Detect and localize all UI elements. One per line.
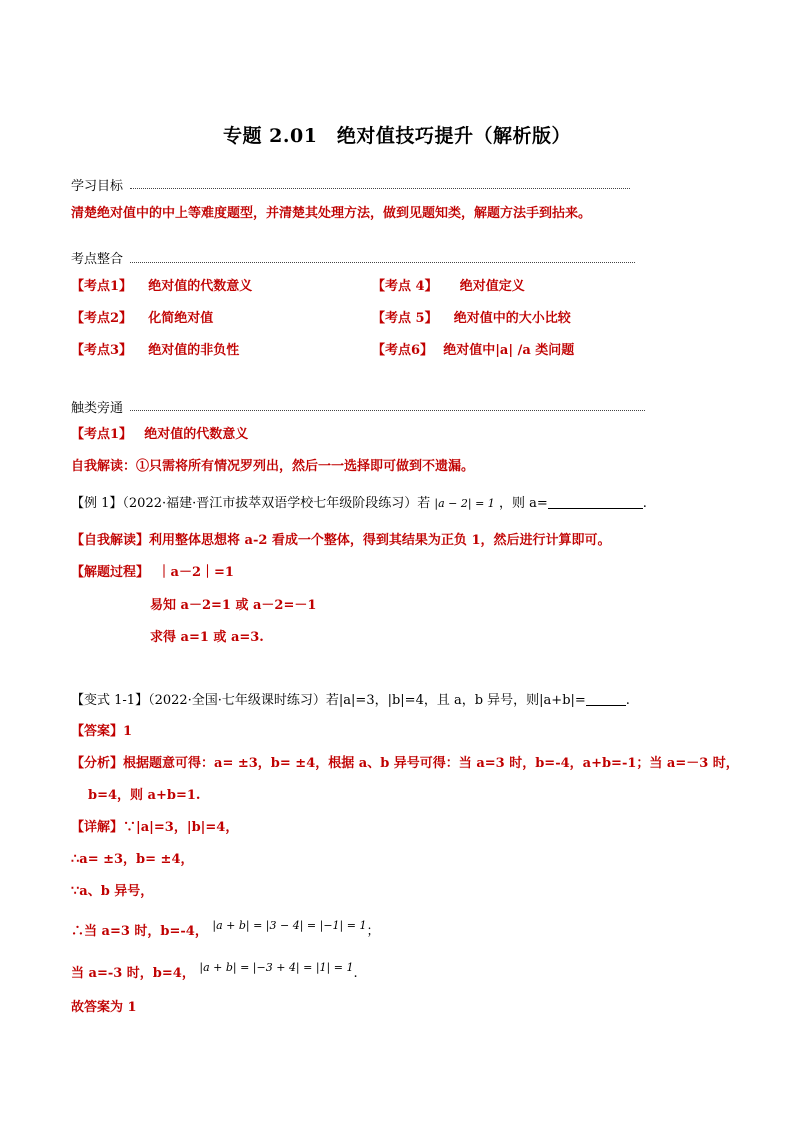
example-math: |a − 2| = 1 [434, 497, 495, 510]
example-self-read: 【自我解读】利用整体思想将 a-2 看成一个整体，得到其结果为正负 1，然后进行计算即可。 [71, 533, 611, 548]
page-title: 专题 2.01 绝对值技巧提升（解析版） [223, 125, 571, 147]
variant-detail: 【详解】∵|a|=3，|b|=4， [71, 820, 239, 835]
detail-line-4: ∴当 a=3 时，b=-4， $^{|a + b| = |3 - 4| = |-1| = 1}$； [71, 919, 380, 939]
process-label: 【解题过程】 ｜a－2｜=1 [71, 565, 234, 580]
points-divider [130, 262, 635, 263]
goals-divider [130, 188, 630, 189]
final-answer: 故答案为 1 [71, 1000, 137, 1015]
goals-text: 清楚绝对值中的中上等难度题型，并清楚其处理方法，做到见题知类，解题方法手到拈来。 [71, 206, 592, 221]
variant-answer: 【答案】1 [71, 724, 133, 739]
goals-heading: 学习目标 [71, 179, 124, 194]
detail-line-5: 当 a=-3 时，b=4， $^{|a + b| = |-3 + 4| = |1| = 1}$. [71, 961, 358, 981]
points-heading: 考点整合 [71, 252, 124, 267]
point-item-3: 【考点3】 绝对值的非负性 [71, 343, 240, 358]
process-line-2: 易知 a－2=1 或 a－2=－1 [150, 598, 317, 613]
process-line-3: 求得 a=1 或 a=3. [150, 630, 264, 645]
self-read: 自我解读：①只需将所有情况罗列出，然后一一选择即可做到不遗漏。 [71, 459, 475, 474]
detail-math-1: |a + b| = |3 − 4| = |−1| = 1 [212, 919, 367, 932]
variant-analysis-2: b=4，则 a+b=1. [88, 788, 201, 803]
example-1: 【例 1】（2022·福建·晋江市拔萃双语学校七年级阶段练习）若 |a − 2| = 1 ，则 a= . [71, 496, 647, 511]
detail-line-3: ∵a、b 异号， [71, 884, 154, 899]
point-item-4: 【考点 4】 绝对值定义 [372, 279, 525, 294]
point-item-1: 【考点1】 绝对值的代数意义 [71, 279, 253, 294]
detail-math-2: |a + b| = |−3 + 4| = |1| = 1 [199, 961, 354, 974]
point-item-5: 【考点 5】 绝对值中的大小比较 [372, 311, 571, 326]
detail-line-2: ∴a= ±3，b= ±4， [71, 852, 194, 867]
point-item-2: 【考点2】 化简绝对值 [71, 311, 214, 326]
extend-point: 【考点1】 绝对值的代数意义 [71, 427, 249, 442]
point-item-6: 【考点6】 绝对值中|a| /a 类问题 [372, 343, 575, 358]
answer-blank [548, 496, 643, 509]
variant-blank [586, 693, 626, 706]
variant-1-1: 【变式 1-1】（2022·全国·七年级课时练习）若|a|=3，|b|=4，且 a，b 异号，则|a+b|= . [71, 693, 630, 708]
variant-analysis: 【分析】根据题意可得：a= ±3，b= ±4，根据 a、b 异号可得：当 a=3 时，b=-4，a+b=-1；当 a=－3 时， [71, 756, 739, 771]
extend-divider [130, 410, 645, 411]
extend-heading: 触类旁通 [71, 401, 124, 416]
